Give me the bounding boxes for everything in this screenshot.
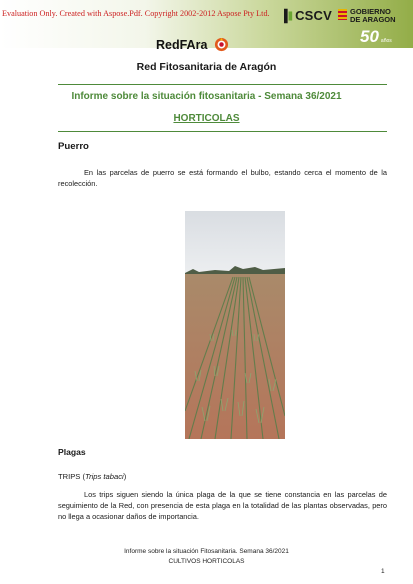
gobierno-line1: GOBIERNO <box>350 7 391 16</box>
page-number: 1 <box>381 568 385 575</box>
trips-paragraph: Los trips siguen siendo la única plaga de la que se tiene constancia en las parcelas de seguimiento de la Red, con presencia de esta plaga en la totalidad de las plantas observadas, pero no llega a ocasionar daños de importancia. <box>58 490 387 521</box>
pests-heading: Plagas <box>58 447 86 457</box>
gobierno-aragon-logo <box>338 8 396 24</box>
trips-species: Trips tabaci <box>85 472 124 481</box>
cscv-mark-icon <box>284 8 293 24</box>
section-divider <box>58 131 387 132</box>
footer-line1: Informe sobre la situación Fitosanitaria. Semana 36/2021 <box>124 548 289 555</box>
aragon-flag-icon <box>338 9 347 20</box>
redfara-name: RedFAra <box>156 37 208 52</box>
redfara-brand <box>156 37 229 52</box>
network-title: Red Fitosanitaria de Aragón <box>136 61 277 73</box>
crop-heading: Puerro <box>58 141 89 152</box>
cscv-logo <box>284 7 332 24</box>
trips-label: TRIPS ( <box>58 472 86 481</box>
trips-close: ) <box>123 472 127 481</box>
anniversary-number: 50 <box>360 27 379 46</box>
anniversary-badge <box>360 27 392 47</box>
cscv-logo-text: CSCV <box>295 8 332 23</box>
anniversary-small-text: años <box>380 38 392 44</box>
redfara-logo-icon <box>214 37 229 52</box>
top-divider <box>58 84 387 85</box>
report-title: Informe sobre la situación fitosanitaria - Semana 36/2021 <box>71 91 342 102</box>
footer-line2: CULTIVOS HORTICOLAS <box>168 558 245 565</box>
crop-paragraph: En las parcelas de puerro se está formando el bulbo, estando cerca el momento de la recolección. <box>58 168 387 188</box>
evaluation-watermark: Evaluation Only. Created with Aspose.Pdf. Copyright 2002-2012 Aspose Pty Ltd. <box>2 9 270 18</box>
section-title: HORTICOLAS <box>173 113 240 124</box>
leek-field-photo <box>185 211 285 439</box>
gobierno-line2: DE ARAGON <box>350 15 396 24</box>
trips-label-line <box>58 472 126 481</box>
